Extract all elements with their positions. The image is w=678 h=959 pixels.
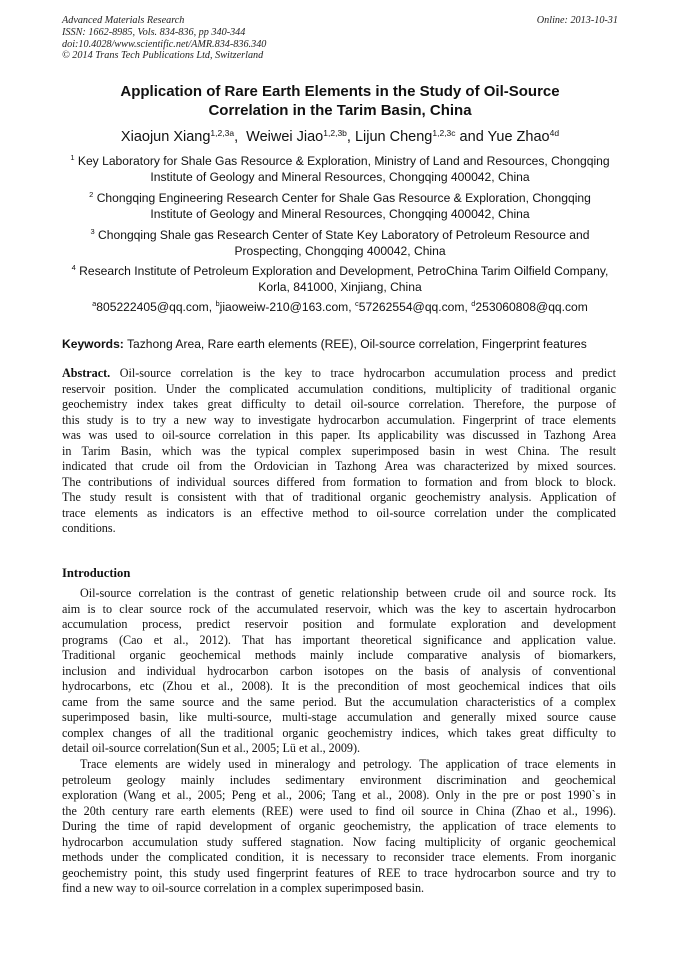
paragraph-line: geochemistry point, this study used fingerprint features of REE to trace hydrocarbon source and try to [62,865,616,880]
paragraph-line: inclusion and individual hydrocarbon carbon isotopes on the basis of analysis of conventional [62,663,616,678]
paragraph-line: detail oil-source correlation(Sun et al., 2005; Lü et al., 2009). [62,741,361,756]
author-affil-sup: 4d [549,128,560,138]
paper-title [62,82,618,120]
introduction-body [62,586,616,897]
affiliation-sup: 4 [71,263,76,272]
paragraph-line: hydrocarbons, etc (Zhou et al., 2008). It is the precondition of most geochemical indices that oils [62,679,616,694]
paragraph-line: complex changes of all the traditional organic geochemistry indices, which takes great difficulty to [62,725,616,740]
email-sup: c [354,299,359,308]
author-affil-sup: 1,2,3a [210,128,235,138]
paragraph-line: accumulation process, predict reservoir position and formulate exploration and development [62,617,616,632]
affiliation-sup: 2 [89,190,94,199]
affiliation-1 [62,153,618,186]
author-name: Lijun Cheng [354,129,433,145]
email-address[interactable]: jiaoweiw-210@163.com [219,300,349,314]
section-heading-introduction: Introduction [62,566,131,580]
email-address[interactable]: 805222405@qq.com [96,300,209,314]
email-address[interactable]: 57262554@qq.com [358,300,465,314]
affiliation-line: Institute of Geology and Mineral Resources, Chongqing 400042, China [150,207,530,222]
affiliation-sup: 3 [90,227,95,236]
abstract-line: The study result is consistent with that of traditional organic geochemistry analysis. Application of [62,490,616,505]
author-affil-sup: 1,2,3b [323,128,347,138]
paragraph-line: methods under the complicated condition, it is necessary to reconsider trace elements. From inorganic [62,850,616,865]
journal-name: Advanced Materials Research [62,15,185,26]
author-name: Xiaojun Xiang [120,129,211,145]
abstract-line: was was used to oil-source correlation in this paper. Its applicability was discussed in Tazhong Area [62,428,616,443]
abstract [62,366,616,537]
paragraph-line: came from the same source and the same period. But the accumulation characteristics of a complex [62,694,616,709]
email-address[interactable]: 253060808@qq.com [475,300,588,314]
issn-line: ISSN: 1662-8985, Vols. 834-836, pp 340-344 [62,26,246,38]
paragraph-line: superimposed basin, like multi-source, multi-stage accumulation and generally mixed source cause [62,710,616,725]
affiliation-line: Chongqing Engineering Research Center for Shale Gas Resource & Exploration, Chongqing [96,191,591,205]
paragraph-line: petroleum geology mainly includes sedimentary environment discrimination and geochemical [62,772,616,787]
email-separator: , [348,300,355,314]
paragraph-line: aim is to clear source rock of the accumulated reservoir, which was the key to ascertain hydrocarbon [62,601,616,616]
online-date: Online: 2013-10-31 [536,15,618,26]
affiliation-2 [62,190,618,223]
abstract-line: indicated that crude oil from the Ordovician in Tazhong Area was characterized by mixed sources. [62,459,616,474]
affiliation-line: Key Laboratory for Shale Gas Resource & Exploration, Ministry of Land and Resources, Chongqing [77,154,610,168]
abstract-line: in Tarim Basin, which was the typical complex superimposed basin in west China. The result [62,443,616,458]
doi-line: doi:10.4028/www.scientific.net/AMR.834-836.340 [62,38,267,50]
paragraph-line: Trace elements are widely used in mineralogy and petrology. The application of trace elements in [80,757,616,772]
copyright-line: © 2014 Trans Tech Publications Ltd, Switzerland [62,50,264,62]
abstract-label: Abstract. [62,366,111,380]
author-name: Yue Zhao [487,129,550,145]
paragraph-line: Oil-source correlation is the contrast of genetic relationship between crude oil and source rock. Its [80,586,616,600]
author-name: Weiwei Jiao [246,129,324,145]
author-list [62,128,618,146]
abstract-line: Oil-source correlation is the key to trace hydrocarbon accumulation process and predict [110,366,616,380]
abstract-line: The contributions of individual sources differed from formation to formation and from block to block. [62,474,616,489]
keywords [62,336,618,352]
email-separator: , [464,300,472,314]
paragraph-line: find a new way to oil-source correlation in a complex superimposed basin. [62,881,425,896]
author-separator: , [234,129,247,145]
affiliation-line: Korla, 841000, Xinjiang, China [258,280,422,295]
author-separator: , [346,129,355,145]
email-sup: d [471,299,476,308]
paragraph-line: programs (Cao et al., 2012). That has important theoretical significance and application value. [62,632,616,647]
email-separator: , [208,300,216,314]
abstract-line: geochemistry index takes great difficulty to detail oil-source correlation. Therefore, the purpose of [62,397,616,412]
affiliation-sup: 1 [70,153,75,162]
title-line-1: Application of Rare Earth Elements in the Study of Oil-Source [120,83,560,100]
affiliation-4 [62,263,618,296]
affiliation-line: Research Institute of Petroleum Exploration and Development, PetroChina Tarim Oilfield Company, [79,264,609,278]
email-sup: a [92,299,97,308]
author-affil-sup: 1,2,3c [432,128,456,138]
paragraph-line: exploration (Wang et al., 2005; Peng et al., 2006; Tang et al., 2008). Only in the pre or post 1990`s in [62,788,616,803]
journal-header [62,15,618,62]
abstract-line: this study is to try a new way to investigate hydrocarbon accumulation. Fingerprint of trace elements [62,412,616,427]
abstract-line: conditions. [62,521,116,536]
keywords-label: Keywords: [62,337,124,351]
author-separator: and [455,129,488,145]
abstract-line: trace elements as indicators is an effective method to oil-source correlation under the complicated [62,505,616,520]
abstract-line: reservoir position. Under the complicated accumulation conditions, multiplicity of traditional organic [62,381,616,396]
title-line-2: Correlation in the Tarim Basin, China [208,102,472,119]
affiliation-line: Chongqing Shale gas Research Center of State Key Laboratory of Petroleum Resource and [98,228,590,242]
keywords-text: Tazhong Area, Rare earth elements (REE), Oil-source correlation, Fingerprint features [123,337,587,351]
paragraph-line: During the time of rapid development of organic geochemistry, the application of trace elements to [62,819,616,834]
email-sup: b [215,299,220,308]
paragraph-line: the 20th century rare earth elements (REE) were used to find oil source in China (Zhao et al., 1996). [62,803,616,818]
affiliation-line: Institute of Geology and Mineral Resources, Chongqing 400042, China [150,170,530,185]
paragraph-line: hydrocarbon accumulation study suffered stagnation. Now facing multiplicity of organic geochemical [62,834,616,849]
affiliation-line: Prospecting, Chongqing 400042, China [234,244,446,259]
paragraph-line: Traditional organic geochemical methods mainly include comparative analysis of biomarkers, [62,648,616,663]
affiliation-3 [62,227,618,260]
author-emails [62,299,618,315]
